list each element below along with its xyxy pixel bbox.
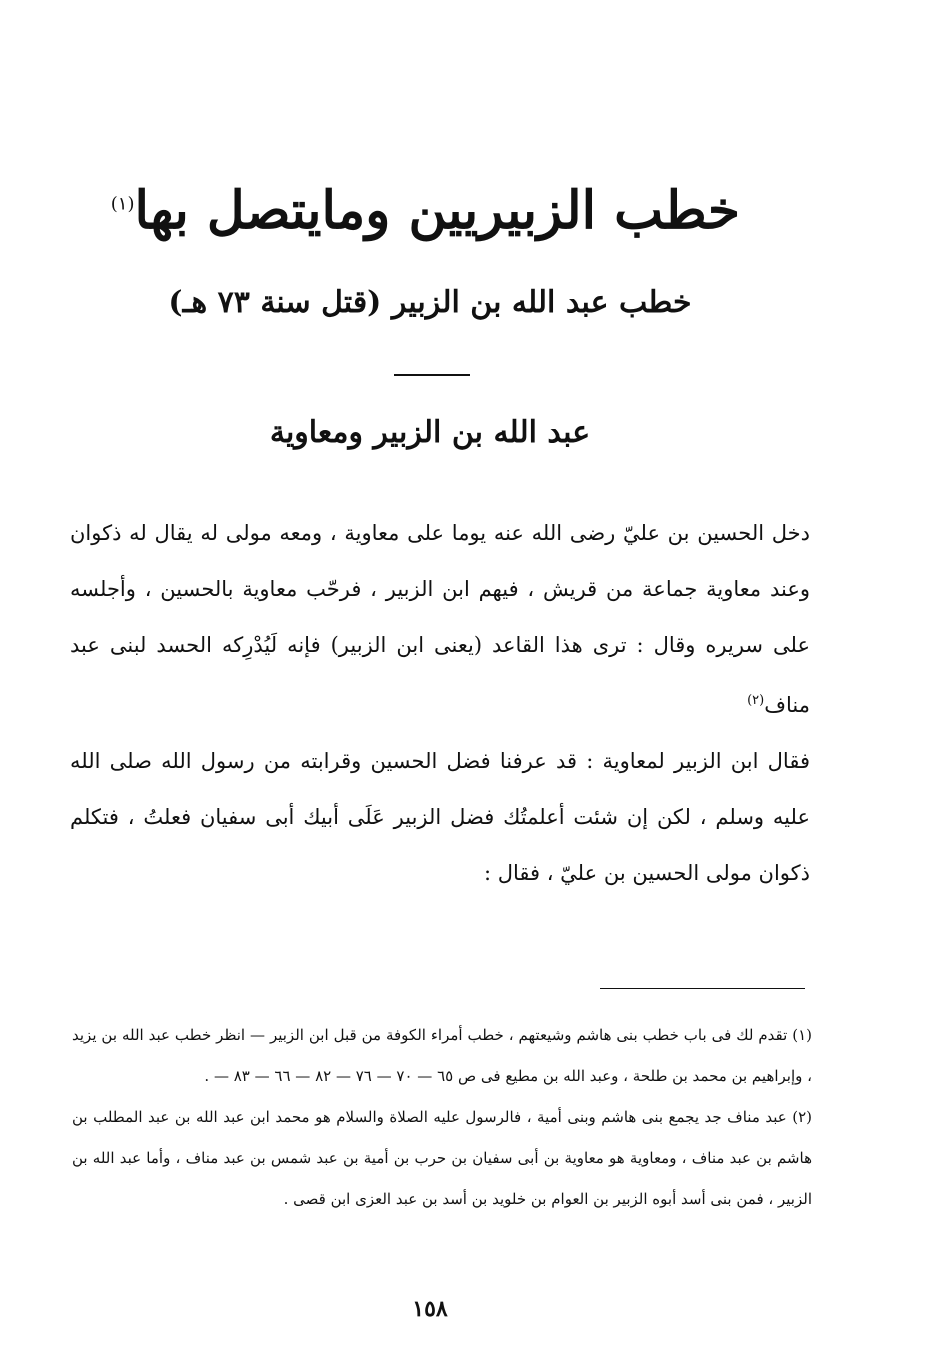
footnote-2: (٢) عبد مناف جد يجمع بنى هاشم وبنى أمية ، فالرسول عليه الصلاة والسلام هو محمد ابن عبد الله بن عبد المطلب بن هاشم بن عبد مناف ، ومعاوية هو معاوية بن أبى سفيان بن حرب بن أمية بن عبد شمس بن عبد مناف ، وأما عبد الله بن الزبير ، فمن بنى أسد أبوه الزبير بن العوام بن خلويد بن أسد بن عبد العزى ابن قصى .: [72, 1108, 812, 1208]
chapter-title-text: خطب الزبيريين ومايتصل بها: [134, 180, 740, 241]
paragraph: فقال ابن الزبير لمعاوية : قد عرفنا فضل الحسين وقرابته من رسول الله صلى الله عليه وسلم ، لكن إن شئت أعلمتُك فضل الزبير عَلَى أبيك أبى سفيان فعلتُ ، فتكلم ذكوان مولى الحسين بن عليّ ، فقال :: [70, 749, 810, 885]
body-text: [70, 505, 810, 901]
footnote-1: (١) تقدم لك فى باب خطب بنى هاشم وشيعتهم ، خطب أمراء الكوفة من قبل ابن الزبير — انظر خطب عبد الله بن يزيد ، وإبراهيم بن محمد بن طلحة ، وعبد الله بن مطيع فى ص ٦٥ — ٧٠ — ٧٦ — ٨٢ — ٦٦ — ٨٣ — .: [72, 1026, 812, 1085]
title-footnote-marker: (١): [110, 193, 135, 215]
page-number: ١٥٨: [412, 1296, 448, 1322]
footnote-marker: (٢): [747, 693, 765, 708]
paragraph-1-text: دخل الحسين بن عليّ رضى الله عنه يوما على معاوية ، ومعه مولى له يقال له ذكوان وعند معاوية جماعة من قريش ، فيهم ابن الزبير ، فرحّب معاوية بالحسين ، وأجلسه على سريره وقال : ترى هذا القاعد (يعنى ابن الزبير) فإنه لَيُدْرِكه الحسد لبنى عبد مناف: [70, 521, 810, 717]
section-heading: عبد الله بن الزبير ومعاوية: [269, 415, 591, 450]
title-divider: [394, 374, 470, 376]
chapter-title: [110, 180, 740, 242]
paragraph: [70, 505, 810, 733]
chapter-subtitle: خطب عبد الله بن الزبير (قتل سنة ٧٣ هـ): [168, 285, 692, 320]
footnotes: [72, 1015, 812, 1220]
footnote-divider: [600, 988, 805, 989]
